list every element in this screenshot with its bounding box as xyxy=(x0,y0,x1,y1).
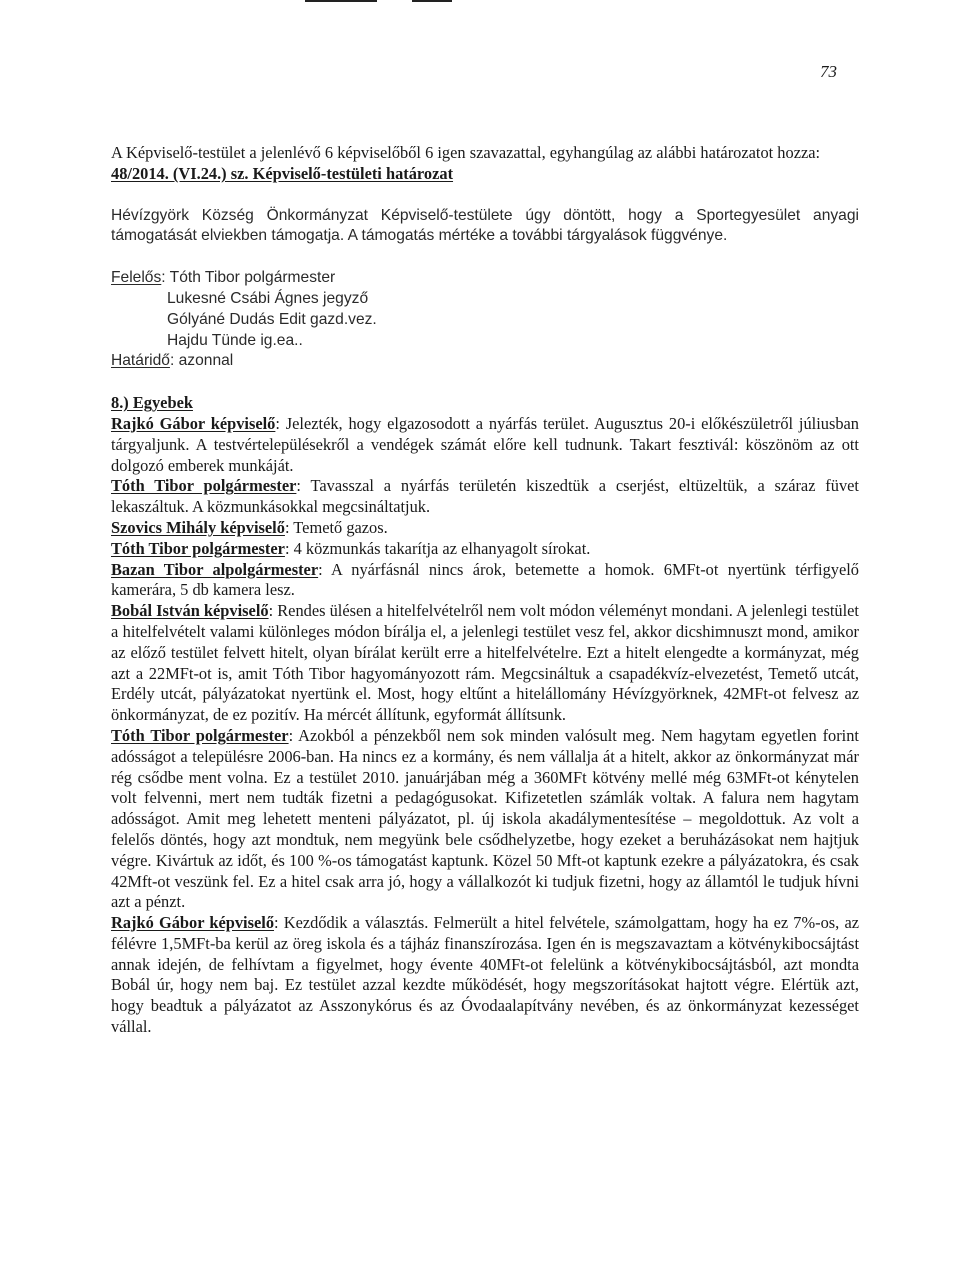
spacer xyxy=(111,247,859,268)
entry-text: Kezdődik a választás. Felmerült a hitel felvétele, számolgattam, hogy ha ez 7%-os, az félévre 1,5MFt-ba kerül az öreg iskola és a tájház finanszírozása. Igen én is megszavaztam a kötvénykibocsájtást annak idején, de felhívtam a figyelmet, hogy évente 40MFt-ot felelünk a kötvénykibocsájtásból, azt mondta Bobál úr, hogy nem baj. Ez testület azzal kezdte működését, hogy megszorításokat hajtott végre. Elértük azt, hogy beadtuk a pályázatot az Asszonykórus és az Óvodaalapítvány nevében, és az önkormányzat kezességet vállal. xyxy=(111,913,859,1037)
responsible-other: Hajdu Tünde ig.ea.. xyxy=(167,331,303,349)
entry xyxy=(111,726,859,913)
entry xyxy=(111,518,859,539)
scan-edge-line xyxy=(412,0,452,2)
resolution-heading: 48/2014. (VI.24.) sz. Képviselő-testületi határozat xyxy=(111,163,454,183)
deadline-label: Határidő xyxy=(111,352,170,370)
speaker-name: Rajkó Gábor képviselő xyxy=(111,413,276,433)
speaker-name: Rajkó Gábor képviselő xyxy=(111,913,275,933)
scan-edge-line xyxy=(305,0,377,2)
speaker-name: Tóth Tibor polgármester xyxy=(111,538,285,558)
speaker-name: Szovics Mihály képviselő xyxy=(111,517,285,537)
entry xyxy=(111,601,859,726)
colon: : xyxy=(296,476,301,496)
deadline-value: azonnal xyxy=(178,352,234,370)
deadline-line xyxy=(111,351,859,372)
resolution-text: Hévízgyörk Község Önkormányzat Képviselő-testülete úgy döntött, hogy a Sportegyesület anyagi támogatását elviekben támogatja. A támogatás mértéke a további tárgyalások függvénye. xyxy=(111,206,859,245)
speaker-name: Tóth Tibor polgármester xyxy=(111,725,289,745)
spacer xyxy=(111,185,859,206)
speaker-name: Tóth Tibor polgármester xyxy=(111,476,297,496)
responsible-label: Felelős xyxy=(111,269,162,287)
speaker-name: Bobál István képviselő xyxy=(111,601,269,621)
document-body xyxy=(111,143,859,1038)
entry-text: Temető gazos. xyxy=(289,517,388,537)
colon: : xyxy=(284,538,290,558)
entry-text: Azokból a pénzekből nem sok minden valósult meg. Nem hagytam egyetlen forint adósságot a településre 2006-ban. Ha nincs ez a kormány, és nem vállalja át a hitelt, akkor az önkormányzat már rég csődbe ment volna. Ez a testület 2010. januárjában még a 360MFt kötvény mellé még 63MFt-ot kénytelen volt felvenni, mert nem tudták fizetni a pedagógusokat. Kifizetetlen számlák voltak. A falura nem hagytam adósságot. Amit meg lehetett menteni pályázatot, pl. új iskola akadálymentesítése – megoldottuk. Az volt a felelős döntés, hogy azt mondtuk, nem megyünk bele csődhelyzetbe, hogy ezeket a beruházásokat nem hajtjuk végre. Kivártuk az időt, és 100 %-os támogatást kaptunk. Közel 50 Mft-ot kaptunk ezekre a pályázatokra, és csak 42Mft-ot veszünk fel. Ez a hitel csak arra jó, hogy a vállalkozót ki tudjuk fizetni, hogy az államtól le tudjuk hívni azt a pénzt. xyxy=(111,725,859,912)
entry xyxy=(111,476,859,518)
entry xyxy=(111,560,859,602)
entry-text: A nyárfásnál nincs árok, betemette a homok. 6MFt-ot nyertünk térfigyelő kamerára, 5 db kamera lesz. xyxy=(111,559,859,600)
entry xyxy=(111,913,859,1038)
page-number: 73 xyxy=(820,62,837,81)
speaker-name: Bazan Tibor alpolgármester xyxy=(111,559,319,579)
section-heading: 8.) Egyebek xyxy=(111,393,193,413)
responsible-line xyxy=(111,268,859,289)
spacer xyxy=(111,372,859,393)
colon: : xyxy=(318,559,323,579)
entry-text: Rendes ülésen a hitelfelvételről nem volt módon véleményt mondani. A jelenlegi testület a hitelfelvételt valami különleges módon bírálja el, a jelenlegi testület vesz fel, akkor dicshimnuszt mond, amikor az előző testület felvett hitelt, olyan bírálat került erre a hitelfelvételre. Ezt a hitelt elengedte a kormányzat, még azt a 22MFt-ot is, amit Tóth Tibor hagyományozott rám. Megcsináltuk a csapadékvíz-elvezetést, Temető utcát, Erdély utcát, pályázatokat nyertünk el. Most, hogy eltűnt a hitelállomány Hévízgyörknek, 42MFt-ot felvesz az önkormányzat, de ez pozitív. Ha mércét állítunk, egyformát állítsunk. xyxy=(111,601,859,725)
responsible-other: Lukesné Csábi Ágnes jegyző xyxy=(167,289,369,307)
colon: : xyxy=(268,601,274,621)
entry-text: Tavasszal a nyárfás területén kiszedtük a cserjést, eltüzeltük, a száraz füvet lekaszáltuk. A közmunkásokkal megcsináltatjuk. xyxy=(111,476,859,517)
colon: : xyxy=(169,352,179,370)
colon: : xyxy=(284,517,290,537)
entry-text: Jelezték, hogy elgazosodott a nyárfás terület. Augusztus 20-i előkészületről júliusban tárgyaljunk. A testvértelepülésekről a vendégek számát előre kell tudnunk. Takart fesztivál: köszönöm az ott dolgozó emberek munkáját. xyxy=(111,413,860,475)
entry xyxy=(111,414,859,476)
colon: : xyxy=(274,913,279,933)
vote-text: A Képviselő-testület a jelenlévő 6 képviselőből 6 igen szavazattal, egyhangúlag az alábbi határozatot hozza: xyxy=(111,143,821,162)
responsible-first: Tóth Tibor polgármester xyxy=(169,269,336,287)
entry-text: 4 közmunkás takarítja az elhanyagolt sírokat. xyxy=(289,538,591,558)
colon: : xyxy=(275,413,280,433)
responsible-other: Gólyáné Dudás Edit gazd.vez. xyxy=(167,310,377,328)
colon: : xyxy=(161,269,170,287)
entry xyxy=(111,539,859,560)
colon: : xyxy=(288,725,294,745)
